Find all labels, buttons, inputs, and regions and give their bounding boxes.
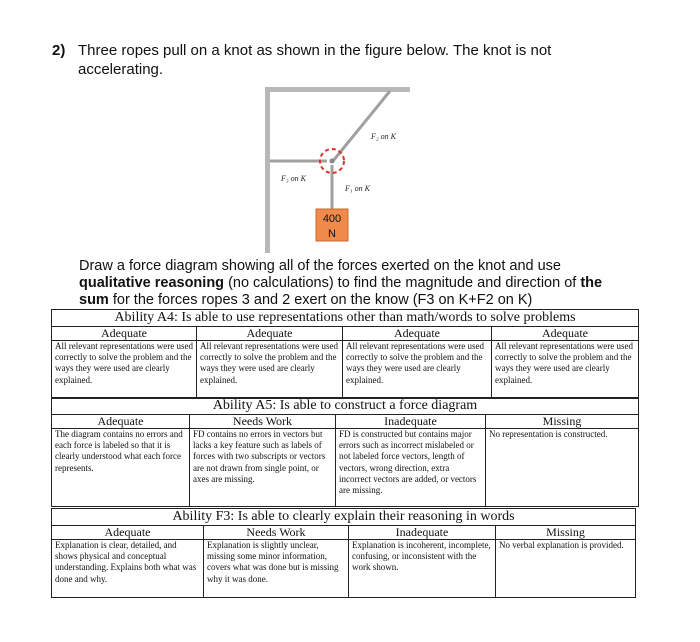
- rubric-a4-title: Ability A4: Is able to use representations other than math/words to solve problems: [52, 310, 639, 327]
- rubric-f3: [51, 508, 636, 598]
- rubric-f3-header: Missing: [496, 526, 636, 540]
- rubric-f3-cell: Explanation is slightly unclear, missing some minor information, covers what was done but is missing why it was done.: [204, 540, 349, 598]
- rubric-a5-header: Inadequate: [336, 415, 486, 429]
- rope-2: [333, 91, 390, 161]
- rubric-a5: [51, 397, 639, 507]
- rubric-a5-header: Needs Work: [190, 415, 336, 429]
- rubric-f3-cell: Explanation is incoherent, incomplete, confusing, or inconsistent with the work shown.: [349, 540, 496, 598]
- rubric-a4-cell: All relevant representations were used correctly to solve the problem and the ways they were used are clearly explained.: [343, 341, 492, 399]
- rubric-a4-header: Adequate: [197, 327, 343, 341]
- rubric-f3-title: Ability F3: Is able to clearly explain their reasoning in words: [52, 509, 636, 526]
- question-text: Three ropes pull on a knot as shown in the figure below. The knot is not accelerating.: [78, 42, 552, 78]
- rope-knot-figure: [255, 81, 420, 253]
- rubric-a4-header: Adequate: [492, 327, 639, 341]
- rubric-a4-cell: All relevant representations were used correctly to solve the problem and the ways they were used are clearly explained.: [492, 341, 639, 399]
- rubric-a5-header: Adequate: [52, 415, 190, 429]
- instructions-part-1: Draw a force diagram showing all of the forces exerted on the knot and use: [79, 258, 561, 274]
- instructions: [79, 258, 619, 309]
- rubric-f3-header: Inadequate: [349, 526, 496, 540]
- rubric-a5-cell: FD contains no errors in vectors but lacks a key feature such as labels of forces with two subscripts or vectors are not drawn from single point, or axes are missing.: [190, 429, 336, 507]
- rubric-a5-cell: The diagram contains no errors and each force is labeled so that it is clearly understood what each force represents.: [52, 429, 190, 507]
- rubric-a4-header: Adequate: [52, 327, 197, 341]
- rubric-a5-header: Missing: [486, 415, 639, 429]
- instructions-part-2: (no calculations) to find the magnitude and direction of: [224, 275, 581, 291]
- rubric-a5-cell: FD is constructed but contains major errors such as incorrect mislabeled or not labeled force vectors, length of vectors, wrong direction, extra incorrect vectors are added, or vectors are missing.: [336, 429, 486, 507]
- weight-value: 400: [322, 213, 342, 225]
- rubric-f3-cell: No verbal explanation is provided.: [496, 540, 636, 598]
- rubric-f3-header: Adequate: [52, 526, 204, 540]
- wall-bar: [265, 87, 270, 253]
- instructions-bold-1: qualitative reasoning: [79, 275, 225, 291]
- question-number: 2): [52, 42, 66, 59]
- rubric-a5-title: Ability A5: Is able to construct a force diagram: [52, 398, 639, 415]
- f3-label: F₃ on K: [281, 174, 307, 183]
- rubric-a5-cell: No representation is constructed.: [486, 429, 639, 507]
- knot: [330, 159, 335, 164]
- rubric-a4: [51, 309, 639, 399]
- rubric-f3-cell: Explanation is clear, detailed, and shows physical and conceptual understanding. Explains both what was done and why.: [52, 540, 204, 598]
- instructions-part-3: for the forces ropes 3 and 2 exert on the know (F3 on K+F2 on K): [108, 292, 533, 308]
- rubric-a4-cell: All relevant representations were used correctly to solve the problem and the ways they were used are clearly explained.: [52, 341, 197, 399]
- f1-label: F₁ on K: [345, 184, 371, 193]
- instructions-bold-2: the sum: [79, 275, 603, 308]
- rubric-a4-header: Adequate: [343, 327, 492, 341]
- rubric-f3-header: Needs Work: [204, 526, 349, 540]
- f2-label: F₂ on K: [371, 132, 397, 141]
- weight-unit: N: [328, 228, 336, 240]
- rubric-a4-cell: All relevant representations were used correctly to solve the problem and the ways they were used are clearly explained.: [197, 341, 343, 399]
